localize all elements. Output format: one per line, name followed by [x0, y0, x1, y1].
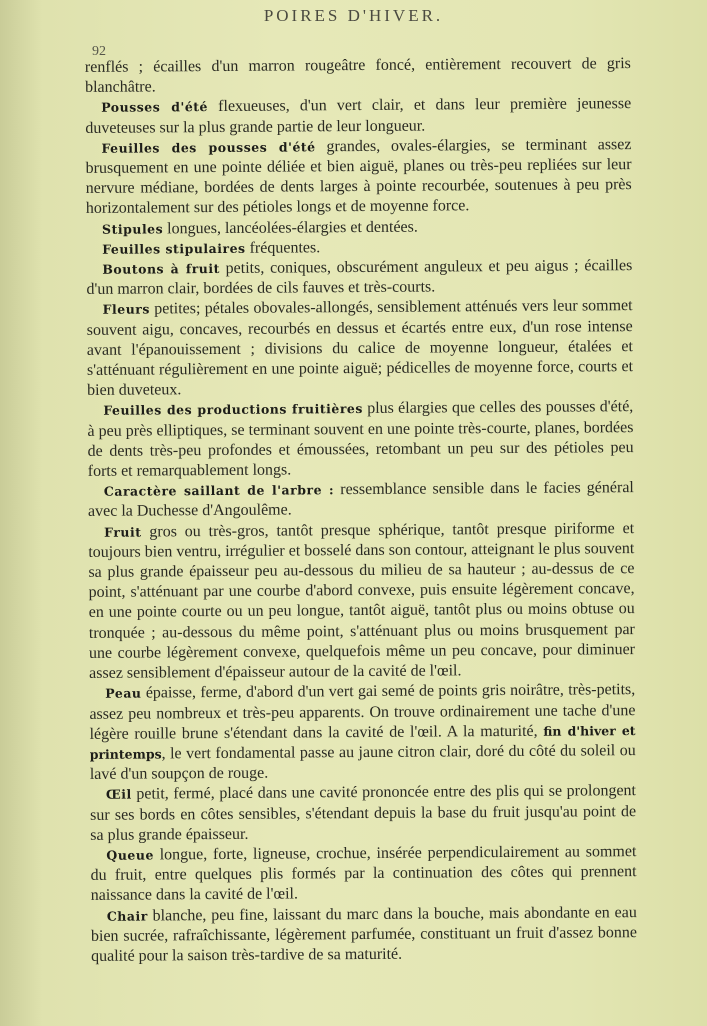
paragraph-fleurs [87, 297, 634, 402]
paragraph-peau [89, 680, 636, 785]
paragraph-text: renflés ; écailles d'un marron rougeâtre foncé, entièrement recouvert de gris blanchâtre. [84, 55, 631, 97]
paragraph-queue [90, 842, 636, 906]
paragraph-feuilles-pousses [85, 135, 632, 220]
paragraph-boutons [86, 256, 632, 300]
paragraph-lead: Pousses d'été [101, 99, 209, 116]
paragraph-oeil [90, 781, 636, 845]
paragraph-lead: Boutons à fruit [102, 261, 220, 277]
paragraph-fruit [88, 519, 635, 684]
paragraph-text: épaisse, ferme, d'abord d'un vert gai semé de points gris noirâtre, très-petits, assez peu nombreux et très-peu apparents. On trouve ordinairement une tache d'une légère rouille brune s'étendant dans la cavité de l'œil. A la maturité, [89, 681, 636, 743]
paragraph-lead: Chair [106, 908, 148, 924]
paragraph-text: plus élargies que celles des pousses d'été, à peu près elliptiques, se terminant souvent en une pointe très-courte, planes, bordées de dents très-peu profondes et émoussées, retombant un peu sur des pétioles peu forts et remarquablement longs. [87, 398, 634, 480]
paragraph-lead: Feuilles stipulaires [102, 240, 246, 257]
paragraph-feuilles-productions [87, 398, 634, 483]
paragraph-text: petites; pétales obovales-allongés, sensiblement atténués vers leur sommet souvent aigu, concaves, recourbés en dessus et écartés entre eux, d'un rose intense avant l'épanouissement ; divisions du calice de moyenne longueur, étalées et s'atténuant régulièrement en une pointe aiguë; pédicelles de moyenne force, courts et bien duveteux. [86, 297, 634, 400]
paragraph-text: petit, fermé, placé dans une cavité prononcée entre des plis qui se prolongent sur ses bords en côtes sensibles, s'étendant depuis la base du fruit jusqu'au point de sa plus grande épaisseur. [90, 782, 637, 844]
paragraph-text-after: , le vert fondamental passe au jaune citron clair, doré du côté du soleil ou lavé d'un soupçon de rouge. [89, 741, 636, 784]
paragraph-lead: Fruit [104, 524, 142, 540]
paragraph-text: blanche, peu fine, laissant du marc dans la bouche, mais abondante en eau bien sucrée, rafraîchissante, légèrement parfumée, constituant un fruit d'assez bonne qualité pour la saison très-tardive de sa maturité. [90, 903, 638, 965]
paragraph-text: flexueuses, d'un vert clair, et dans leur première jeunesse duveteuses sur la plus grande partie de leur longueur. [85, 95, 632, 137]
paragraph-pousses [85, 95, 631, 139]
paragraph-bold-phrase: fin d'hiver et printemps [89, 722, 636, 762]
paragraph-lead: Feuilles des pousses d'été [101, 139, 316, 156]
paragraph-text: ressemblance sensible dans le facies général avec la Duchesse d'Angoulême. [87, 479, 634, 521]
paragraph-chair [91, 903, 637, 967]
paragraph-lead: Caractère saillant de l'arbre : [103, 482, 335, 500]
paragraph-text: longue, forte, ligneuse, crochue, insérée perpendiculairement au sommet du fruit, entre quelques plis formés par la continuation des côtes qui prennent naissance dans la cavité de l'œil. [90, 843, 637, 905]
paragraph-text: gros ou très-gros, tantôt presque sphérique, tantôt presque piriforme et toujours bien ventru, irrégulier et bosselé dans son contour, atteignant le plus souvent sa plus grande épaisseur peu au-dessous du milieu de sa hauteur ; au-dessus de ce point, s'atténuant par une courbe d'abord convexe, puis ensuite légèrement concave, en une pointe courte ou un peu longue, tantôt aiguë, tantôt plus ou moins obtuse ou tronquée ; au-dessous du même point, s'atténuant plus ou moins brusquement par une courbe légèrement convexe, quelquefois même un peu concave, pour diminuer assez sensiblement d'épaisseur autour de la cavité de l'œil. [88, 519, 636, 682]
running-title: POIRES D'HIVER. [263, 6, 444, 25]
paragraph-text: fréquentes. [245, 239, 321, 257]
page-number: 92 [92, 44, 106, 59]
paragraph-lead: Feuilles des productions fruitières [103, 401, 363, 419]
paragraph-continuation [85, 54, 631, 98]
paragraph-lead: Stipules [101, 220, 164, 237]
page-body [85, 54, 637, 967]
paragraph-lead: Fleurs [102, 301, 150, 318]
paragraph-lead: Queue [106, 847, 154, 863]
paragraph-text: longues, lancéolées-élargies et dentées. [163, 218, 418, 237]
paragraph-text: grandes, ovales-élargies, se terminant assez brusquement en une pointe déliée et bien aiguë, planes ou très-peu repliées sur leur nervure médiane, bordées de dents larges à pointe recourbée, soutenues à peu près horizontalement sur des pétioles longs et de moyenne force. [85, 135, 632, 218]
paragraph-text: petits, coniques, obscurément anguleux et peu aigus ; écailles d'un marron clair, bordées de cils fauves et très-courts. [86, 257, 633, 299]
paragraph-lead: Peau [105, 685, 142, 702]
paragraph-caractere [88, 478, 634, 522]
paragraph-lead: Œil [105, 786, 132, 803]
